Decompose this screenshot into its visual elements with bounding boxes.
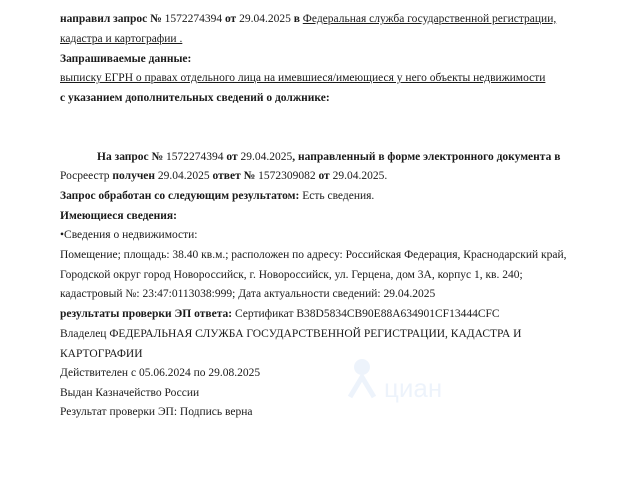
- property-line-1: Помещение; площадь: 38.40 кв.м.; расположен по адресу: Российская Федерация, Краснодарский край,: [60, 249, 567, 261]
- requested-label: Запрашиваемые данные:: [60, 53, 192, 65]
- signature-valid: Действителен с 05.06.2024 по 29.08.2025: [60, 367, 261, 379]
- response-line-1: На запрос № 1572274394 от 29.04.2025, направленный в форме электронного документа в: [97, 151, 561, 163]
- signature-result: Результат проверки ЭП: Подпись верна: [60, 406, 253, 418]
- requested-value: выписку ЕГРН о правах отдельного лица на имевшиеся/имеющиеся у него объекты недвижимости: [60, 72, 546, 84]
- header-line-2: кадастра и картографии .: [60, 33, 183, 45]
- property-bullet: •Сведения о недвижимости:: [60, 229, 198, 241]
- cian-logo-icon: [340, 345, 460, 415]
- signature-owner-1: Владелец ФЕДЕРАЛЬНАЯ СЛУЖБА ГОСУДАРСТВЕННОЙ РЕГИСТРАЦИИ, КАДАСТРА И: [60, 328, 522, 340]
- header-line-1: направил запрос № 1572274394 от 29.04.2025 в Федеральная служба государственной регистрации,: [60, 13, 557, 25]
- property-line-3: кадастровый №: 23:47:0113038:999; Дата актуальности сведений: 29.04.2025: [60, 288, 436, 300]
- requested-extra: с указанием дополнительных сведений о должнике:: [60, 92, 330, 104]
- signature-owner-2: КАРТОГРАФИИ: [60, 348, 143, 360]
- cian-watermark-logo: [340, 345, 460, 415]
- property-line-2: Городской округ город Новороссийск, г. Новороссийск, ул. Герцена, дом 3А, корпус 1, кв. 240;: [60, 269, 523, 281]
- processed-value: Есть сведения.: [302, 190, 375, 202]
- available-label: Имеющиеся сведения:: [60, 210, 177, 222]
- signature-cert-line: результаты проверки ЭП ответа: Сертификат B38D5834CB90E88A634901CF13444CFC: [60, 308, 500, 320]
- processed-line: Запрос обработан со следующим результатом: Есть сведения.: [60, 190, 375, 202]
- recipient-org: Федеральная служба государственной регистрации,: [302, 13, 557, 25]
- response-line-2: Росреестр получен 29.04.2025 ответ № 1572309082 от 29.04.2025.: [60, 170, 388, 182]
- signature-issuer: Выдан Казначейство России: [60, 387, 200, 399]
- svg-text:циан: циан: [384, 373, 443, 403]
